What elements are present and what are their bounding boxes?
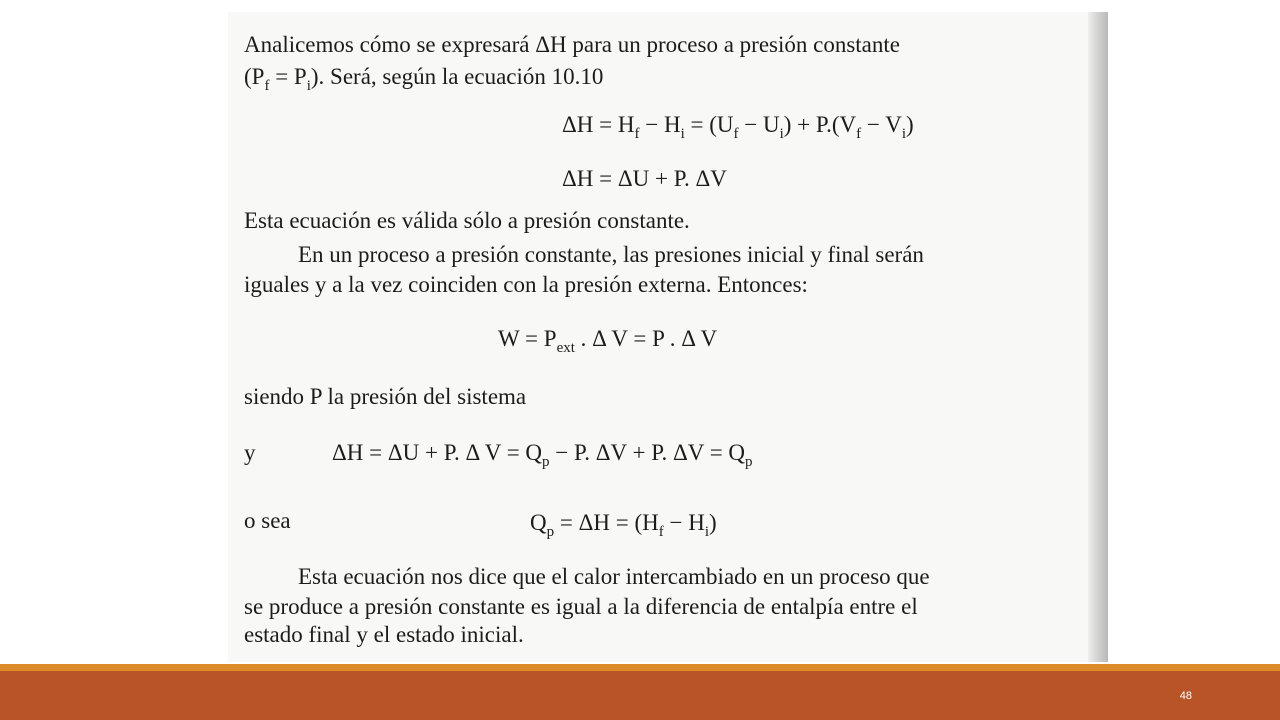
subscript: i [680,126,685,142]
eq-fragment: ) + P.(V [783,112,857,137]
eq-fragment: − P. ΔV + P. ΔV = Q [549,440,746,465]
equation-qp-enthalpy [530,510,717,540]
subscript: f [856,126,862,142]
eq-fragment: ΔH = ΔU + P. Δ V = Q [332,440,543,465]
eq-fragment: Q [530,510,547,535]
slide-number: 48 [1179,690,1192,702]
eq-fragment: − H [639,112,681,137]
footer-stripe [0,664,1280,671]
scanned-page-binding-shadow [1088,12,1108,662]
text-line-1: Analicemos cómo se expresará ΔH para un proceso a presión constante [244,32,900,57]
eq-fragment: ) [906,112,914,137]
subscript: i [306,78,311,94]
eq-fragment: ΔH = H [562,112,635,137]
text-line-6: siendo P la presión del sistema [244,384,527,409]
text-fragment: (P [244,64,265,89]
text-line-3: Esta ecuación es válida sólo a presión constante. [244,208,690,233]
text-line-2 [244,64,604,94]
equation-enthalpy-definition [562,112,914,142]
text-fragment: ). Será, según la ecuación 10.10 [310,64,604,89]
eq-fragment: = ΔH = (H [554,510,659,535]
text-line-8-lead: o sea [244,508,291,533]
subscript: p [745,454,753,470]
eq-fragment: ) [709,510,717,535]
subscript: i [704,524,710,540]
eq-fragment: − H [663,510,705,535]
subscript: p [546,524,555,540]
eq-fragment: = (U [684,112,734,137]
eq-fragment: W = P [498,326,557,351]
subscript: f [733,126,739,142]
text-line-4: En un proceso a presión constante, las presiones inicial y final serán [298,242,924,267]
subscript: f [634,126,640,142]
eq-fragment: − U [738,112,780,137]
subscript: f [658,524,664,540]
equation-heat-pressure [332,440,753,470]
subscript: i [779,126,784,142]
eq-fragment: − V [861,112,902,137]
subscript: ext [556,340,575,356]
subscript: p [542,454,550,470]
text-line-9: Esta ecuación nos dice que el calor intercambiado en un proceso que [298,564,930,589]
footer-band [0,671,1280,720]
equation-work [498,326,718,356]
text-line-7-lead: y [244,440,256,465]
text-line-11: estado final y el estado inicial. [244,622,524,647]
text-fragment: = P [269,64,307,89]
eq-fragment: . Δ V = P . Δ V [574,326,718,351]
subscript: i [901,126,907,142]
text-line-5: iguales y a la vez coinciden con la presión externa. Entonces: [244,272,808,297]
subscript: f [264,78,270,94]
equation-delta-h: ΔH = ΔU + P. ΔV [562,166,727,191]
text-line-10: se produce a presión constante es igual a la diferencia de entalpía entre el [244,594,918,619]
